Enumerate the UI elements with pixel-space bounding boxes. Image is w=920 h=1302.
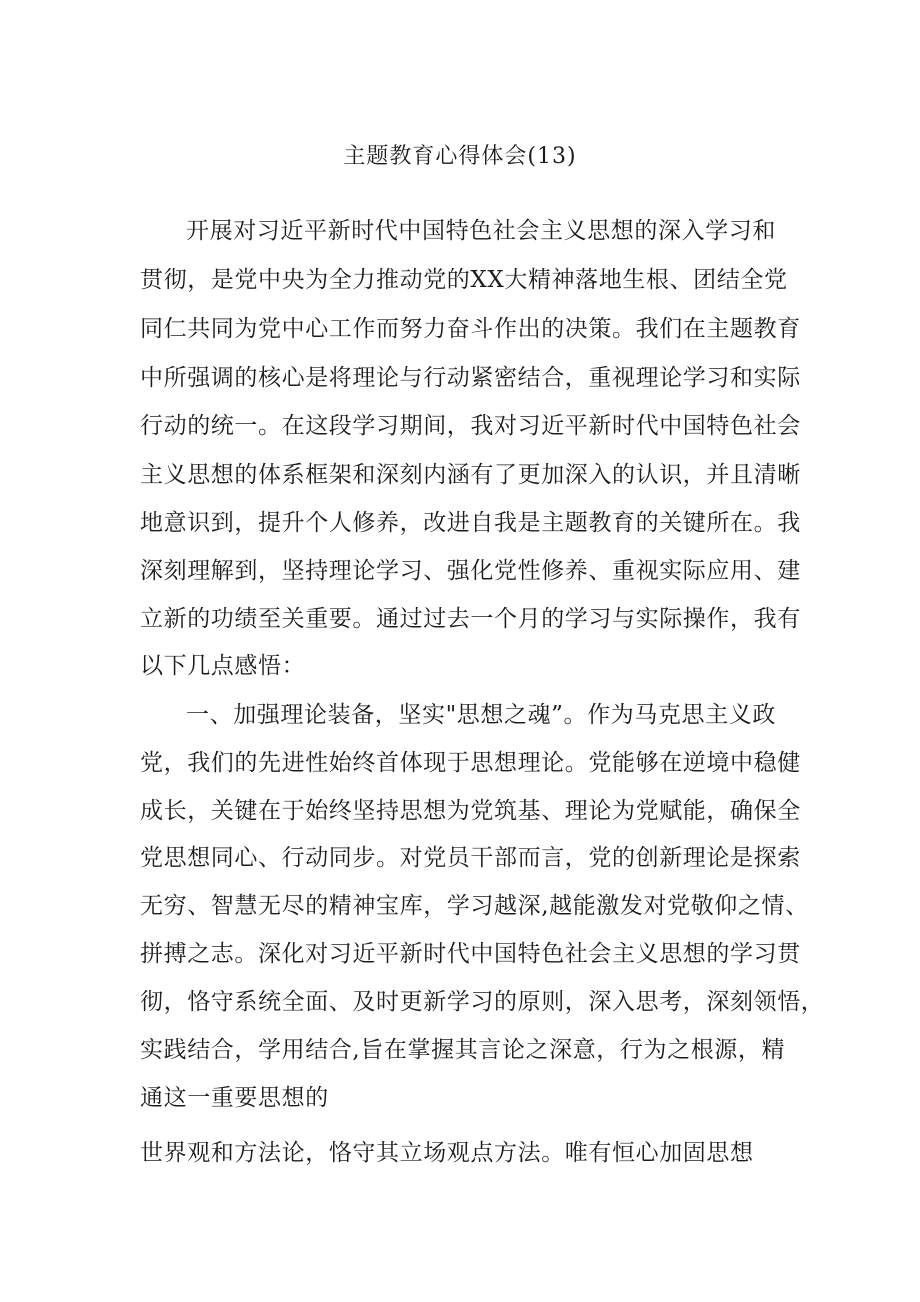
- paragraph-line: 地意识到，提升个人修养，改进自我是主题教育的关键所在。我: [140, 510, 801, 536]
- document-title: 主题教育心得体会(13): [343, 144, 577, 169]
- paragraph-line: 中所强调的核心是将理论与行动紧密结合，重视理论学习和实际: [140, 365, 801, 391]
- paragraph-line: 世界观和方法论，恪守其立场观点方法。唯有恒心加固思想: [140, 1140, 754, 1166]
- paragraph-line: 深刻理解到，坚持理论学习、强化党性修养、重视实际应用、建: [140, 558, 801, 584]
- paragraph-line: 拼搏之志。深化对习近平新时代中国特色社会主义思想的学习贯: [140, 941, 801, 967]
- paragraph-line: 开展对习近平新时代中国特色社会主义思想的深入学习和: [186, 218, 776, 244]
- paragraph-line: 彻，恪守系统全面、及时更新学习的原则，深入思考，深刻领悟，: [140, 989, 825, 1015]
- paragraph-line: 以下几点感悟：: [140, 653, 306, 679]
- paragraph-line: 通这一重要思想的: [140, 1085, 329, 1111]
- paragraph-line: 一、加强理论装备，坚实"思想之魂”。作为马克思主义政: [186, 702, 776, 728]
- paragraph-line: 党，我们的先进性始终首体现于思想理论。党能够在逆境中稳健: [140, 750, 801, 776]
- paragraph-line: 同仁共同为党中心工作而努力奋斗作出的决策。我们在主题教育: [140, 316, 801, 342]
- paragraph-line: 无穷、智慧无尽的精神宝库，学习越深,越能激发对党敬仰之情、: [140, 893, 809, 919]
- paragraph-line: 主义思想的体系框架和深刻内涵有了更加深入的认识，并且清晰: [140, 462, 801, 488]
- paragraph-line: 实践结合，学用结合,旨在掌握其言论之深意，行为之根源，精: [140, 1037, 786, 1063]
- paragraph-line: 贯彻，是党中央为全力推动党的XX大精神落地生根、团结全党: [140, 267, 788, 293]
- paragraph-line: 立新的功绩至关重要。通过过去一个月的学习与实际操作，我有: [140, 606, 801, 632]
- paragraph-line: 行动的统一。在这段学习期间，我对习近平新时代中国特色社会: [140, 413, 801, 439]
- paragraph-line: 党思想同心、行动同步。对党员干部而言，党的创新理论是探索: [140, 845, 801, 871]
- paragraph-line: 成长，关键在于始终坚持思想为党筑基、理论为党赋能，确保全: [140, 798, 801, 824]
